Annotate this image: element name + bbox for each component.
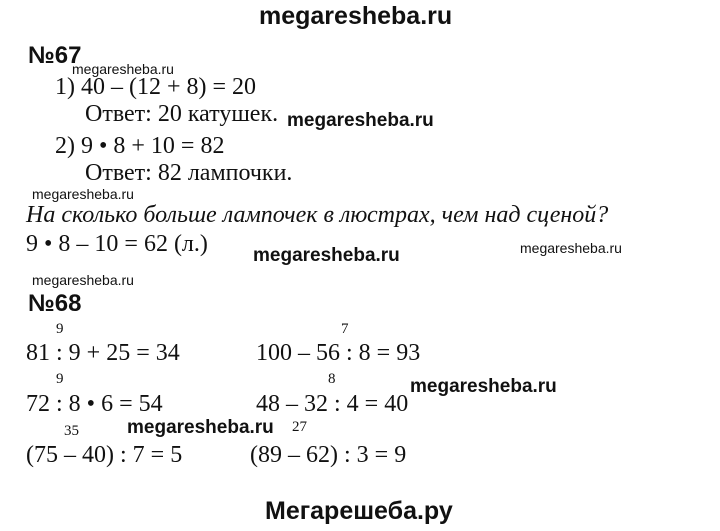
intermediate-result: 8 [328, 371, 336, 387]
task-68-expression: (89 – 62) : 3 = 9 [250, 442, 407, 468]
watermark-bold: megaresheba.ru [410, 376, 557, 397]
watermark-small: megaresheba.ru [32, 272, 134, 288]
task-68-expression: 81 : 9 + 25 = 34 [26, 340, 180, 366]
watermark-bold: megaresheba.ru [127, 417, 274, 438]
intermediate-result: 9 [56, 371, 64, 387]
task-67-answer-2: Ответ: 82 лампочки. [85, 160, 293, 186]
task-67-solution: 9 • 8 – 10 = 62 (л.) [26, 231, 208, 257]
footer-watermark: Мегарешеба.ру [265, 497, 453, 525]
watermark-small: megaresheba.ru [72, 61, 174, 77]
task-68-expression: (75 – 40) : 7 = 5 [26, 442, 183, 468]
task-68-expression: 72 : 8 • 6 = 54 [26, 391, 163, 417]
intermediate-result: 35 [64, 423, 79, 439]
intermediate-result: 9 [56, 321, 64, 337]
task-68-expression: 100 – 56 : 8 = 93 [256, 340, 421, 366]
task-68-number: №68 [28, 290, 82, 317]
task-67-step-2: 2) 9 • 8 + 10 = 82 [55, 133, 225, 159]
header-watermark: megaresheba.ru [259, 2, 453, 30]
task-67-number: №67 [28, 42, 82, 69]
watermark-bold: megaresheba.ru [287, 110, 434, 131]
watermark-small: megaresheba.ru [32, 186, 134, 202]
task-67-step-1: 1) 40 – (12 + 8) = 20 [55, 74, 257, 100]
intermediate-result: 7 [341, 321, 349, 337]
task-67-question: На сколько больше лампочек в люстрах, чем над сценой? [26, 202, 609, 228]
task-68-expression: 48 – 32 : 4 = 40 [256, 391, 409, 417]
task-67-answer-1: Ответ: 20 катушек. [85, 101, 279, 127]
watermark-bold: megaresheba.ru [253, 245, 400, 266]
watermark-small: megaresheba.ru [520, 240, 622, 256]
intermediate-result: 27 [292, 419, 307, 435]
